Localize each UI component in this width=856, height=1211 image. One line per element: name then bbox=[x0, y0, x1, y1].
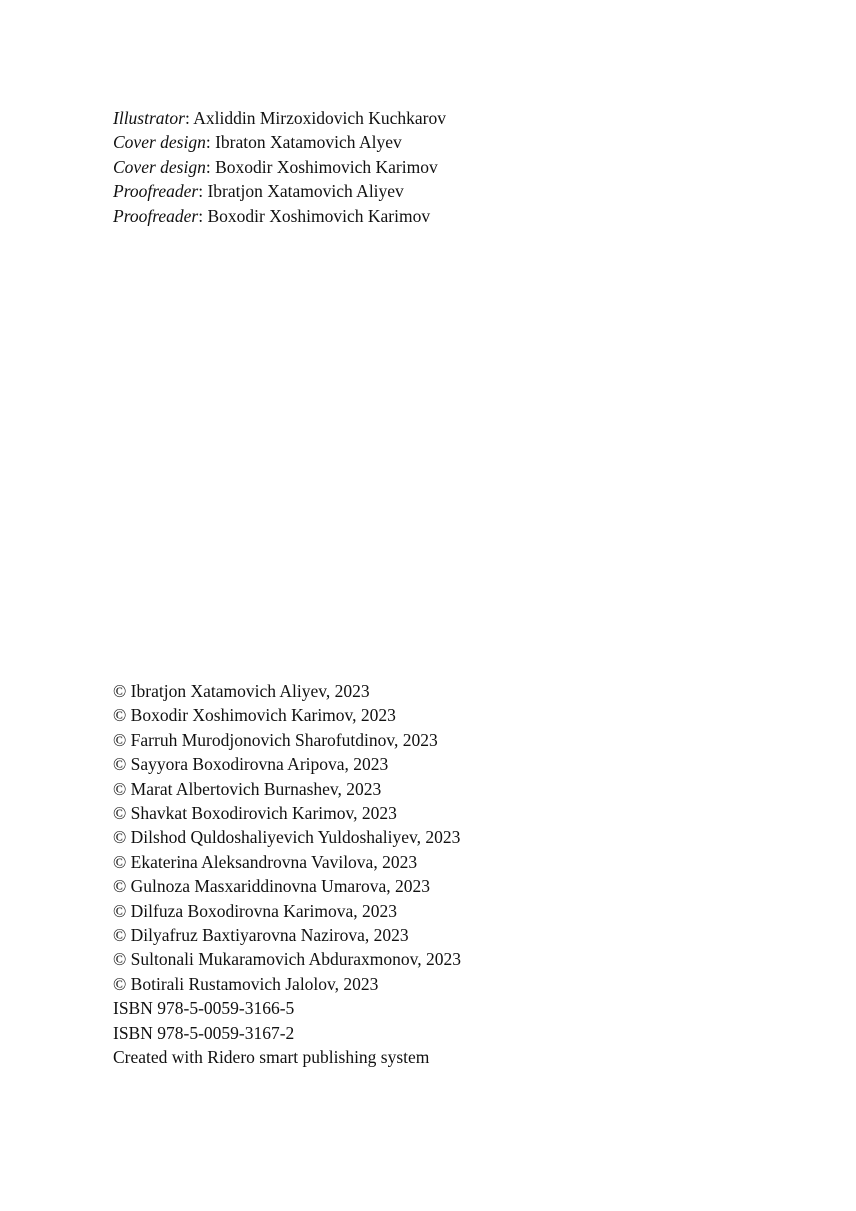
credit-name: Boxodir Xoshimovich Karimov bbox=[207, 205, 431, 226]
credit-role: Proofreader bbox=[113, 205, 199, 226]
credit-name: Ibraton Xatamovich Alyev bbox=[215, 132, 402, 153]
publisher-note: Created with Ridero smart publishing system bbox=[113, 1047, 430, 1068]
copyright-line: © Dilshod Quldoshaliyevich Yuldoshaliyev, 2023 bbox=[113, 827, 461, 848]
credit-line: Cover design: Ibraton Xatamovich Alyev bbox=[113, 132, 402, 153]
copyright-line: © Ekaterina Aleksandrovna Vavilova, 2023 bbox=[113, 851, 418, 872]
copyright-line: © Marat Albertovich Burnashev, 2023 bbox=[113, 778, 382, 799]
credit-name: Axliddin Mirzoxidovich Kuchkarov bbox=[193, 108, 446, 128]
credit-line: Cover design: Boxodir Xoshimovich Karimov bbox=[113, 156, 438, 177]
copyright-line: © Botirali Rustamovich Jalolov, 2023 bbox=[113, 973, 379, 994]
copyright-line: © Sayyora Boxodirovna Aripova, 2023 bbox=[113, 754, 389, 775]
copyright-line: © Dilyafruz Baxtiyarovna Nazirova, 2023 bbox=[113, 925, 409, 946]
credit-line: Illustrator: Axliddin Mirzoxidovich Kuchkarov bbox=[113, 108, 446, 128]
copyright-line: © Boxodir Xoshimovich Karimov, 2023 bbox=[113, 705, 396, 726]
credits-block bbox=[113, 106, 446, 228]
credit-name: Boxodir Xoshimovich Karimov bbox=[215, 156, 438, 177]
copyright-line: © Gulnoza Masxariddinovna Umarova, 2023 bbox=[113, 876, 431, 897]
isbn-line: ISBN 978-5-0059-3167-2 bbox=[113, 1022, 295, 1043]
copyright-line: © Ibratjon Xatamovich Aliyev, 2023 bbox=[113, 681, 370, 701]
credit-name: Ibratjon Xatamovich Aliyev bbox=[207, 181, 404, 202]
credit-line: Proofreader: Boxodir Xoshimovich Karimov bbox=[113, 205, 431, 226]
copyright-line: © Shavkat Boxodirovich Karimov, 2023 bbox=[113, 803, 397, 824]
copyright-line: © Sultonali Mukaramovich Abduraxmonov, 2023 bbox=[113, 949, 462, 970]
credit-line: Proofreader: Ibratjon Xatamovich Aliyev bbox=[113, 181, 404, 202]
credit-role: Cover design bbox=[113, 156, 206, 177]
credit-role: Cover design bbox=[113, 132, 206, 153]
isbn-line: ISBN 978-5-0059-3166-5 bbox=[113, 998, 295, 1019]
copyright-line: © Farruh Murodjonovich Sharofutdinov, 2023 bbox=[113, 729, 438, 750]
credit-role: Proofreader bbox=[113, 181, 199, 202]
copyright-block bbox=[113, 679, 461, 1070]
copyright-line: © Dilfuza Boxodirovna Karimova, 2023 bbox=[113, 900, 397, 921]
credit-role: Illustrator bbox=[113, 108, 185, 128]
